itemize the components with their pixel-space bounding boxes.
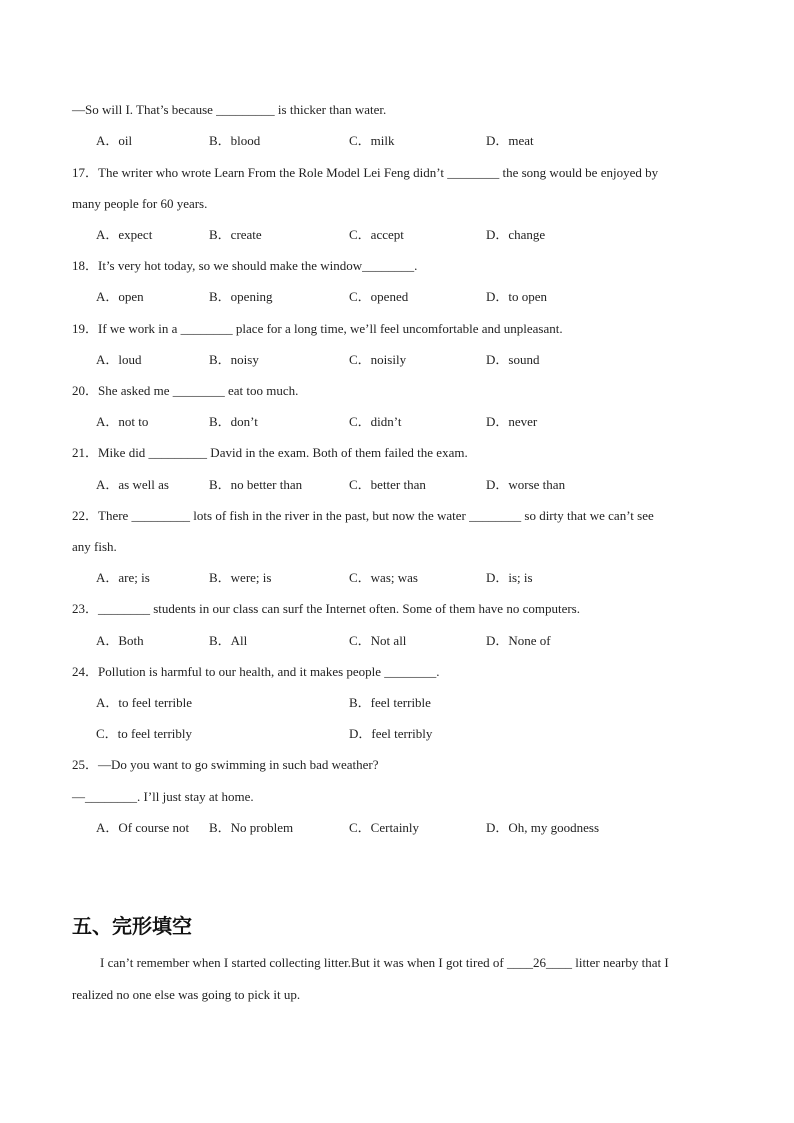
option-c: C．better than <box>349 477 426 492</box>
question-20-stem: 20．She asked me ________ eat too much. <box>72 383 299 398</box>
question-21-options <box>96 477 736 493</box>
option-a: A．Of course not <box>96 820 190 835</box>
option-b: B．were; is <box>209 570 272 585</box>
option-d: D．Oh, my goodness <box>486 820 600 835</box>
question-23-stem: 23．________ students in our class can surf the Internet often. Some of them have no computers. <box>72 601 580 616</box>
question-16-options <box>96 133 736 149</box>
question-17-stem: 17．The writer who wrote Learn From the Role Model Lei Feng didn’t ________ the song would be enjoyed by <box>72 165 659 180</box>
question-19-stem: 19．If we work in a ________ place for a long time, we’ll feel uncomfortable and unpleasant. <box>72 321 563 336</box>
option-d: D．worse than <box>486 477 566 492</box>
option-b: B．opening <box>209 289 273 304</box>
question-21-stem: 21．Mike did _________ David in the exam. Both of them failed the exam. <box>72 445 468 460</box>
option-b: B．blood <box>209 133 261 148</box>
question-16-stem: —So will I. That’s because _________ is thicker than water. <box>72 102 387 117</box>
option-d: D．sound <box>486 352 540 367</box>
cloze-text-a: I can’t remember when I started collecting litter.But it was when I got tired of <box>100 955 507 970</box>
question-25-stem: 25．—Do you want to go swimming in such bad weather? <box>72 757 379 772</box>
question-17-stem-cont: many people for 60 years. <box>72 196 208 211</box>
option-c: C．to feel terribly <box>96 726 193 741</box>
option-c: C．milk <box>349 133 395 148</box>
option-d: D．never <box>486 414 538 429</box>
option-d: D．is; is <box>486 570 533 585</box>
option-c: C．Certainly <box>349 820 420 835</box>
cloze-paragraph-line-1 <box>100 955 752 971</box>
section-heading: 五、完形填空 <box>72 914 192 938</box>
question-22-options <box>96 570 736 586</box>
question-18-options <box>96 289 736 305</box>
option-b: B．don’t <box>209 414 258 429</box>
option-b: B．feel terrible <box>349 695 431 710</box>
option-d: D．feel terribly <box>349 726 433 741</box>
question-19-options <box>96 352 736 368</box>
option-b: B．No problem <box>209 820 294 835</box>
question-18-stem: 18．It’s very hot today, so we should make the window________. <box>72 258 418 273</box>
cloze-text-b: litter nearby that I <box>571 955 669 970</box>
option-d: D．change <box>486 227 546 242</box>
option-a: A．loud <box>96 352 142 367</box>
question-23-options <box>96 633 736 649</box>
question-17-options <box>96 227 736 243</box>
option-c: C．Not all <box>349 633 407 648</box>
option-a: A．open <box>96 289 144 304</box>
option-a: A．expect <box>96 227 153 242</box>
option-b: B．noisy <box>209 352 259 367</box>
option-a: A．not to <box>96 414 149 429</box>
option-c: C．didn’t <box>349 414 402 429</box>
option-c: C．was; was <box>349 570 418 585</box>
option-d: D．meat <box>486 133 534 148</box>
option-b: B．no better than <box>209 477 303 492</box>
question-24-options-row2 <box>96 726 736 742</box>
question-25-stem-cont: —________. I’ll just stay at home. <box>72 789 254 804</box>
question-25-options <box>96 820 736 836</box>
option-c: C．accept <box>349 227 404 242</box>
question-24-stem: 24．Pollution is harmful to our health, and it makes people ________. <box>72 664 440 679</box>
option-a: A．to feel terrible <box>96 695 193 710</box>
option-a: A．are; is <box>96 570 150 585</box>
option-d: D．None of <box>486 633 551 648</box>
option-a: A．as well as <box>96 477 169 492</box>
option-a: A．Both <box>96 633 144 648</box>
option-d: D．to open <box>486 289 548 304</box>
option-b: B．All <box>209 633 248 648</box>
option-a: A．oil <box>96 133 133 148</box>
option-b: B．create <box>209 227 262 242</box>
question-22-stem-cont: any fish. <box>72 539 117 554</box>
cloze-blank-26: ____26____ <box>506 955 572 970</box>
option-c: C．noisily <box>349 352 407 367</box>
cloze-paragraph-line-2: realized no one else was going to pick it up. <box>72 987 301 1002</box>
option-c: C．opened <box>349 289 409 304</box>
question-24-options-row1 <box>96 695 736 711</box>
question-22-stem: 22．There _________ lots of fish in the river in the past, but now the water ________ so dirty that we can’t see <box>72 508 654 523</box>
question-20-options <box>96 414 736 430</box>
